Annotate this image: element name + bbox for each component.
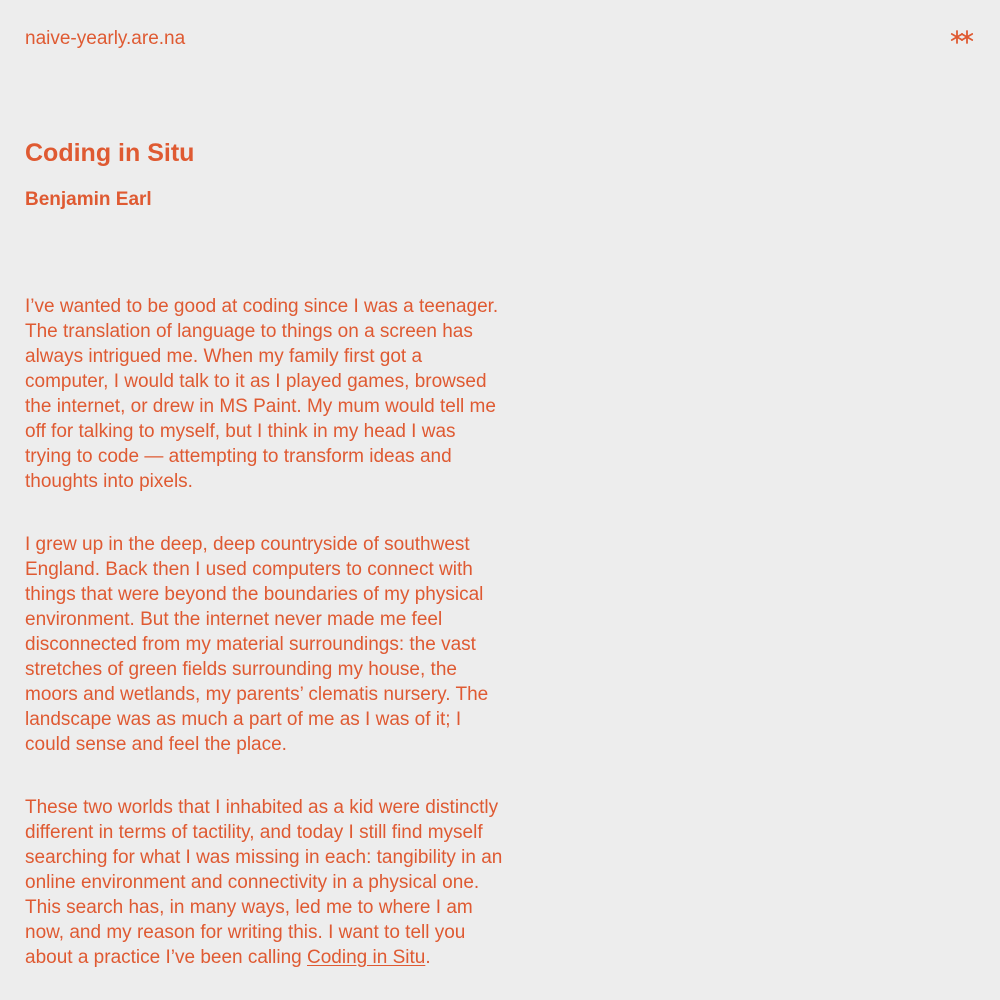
article-paragraph-3: [25, 795, 505, 970]
article-paragraph-2: I grew up in the deep, deep countryside of southwest England. Back then I used computers to connect with things that were beyond the boundaries of my physical environment. But the internet never made me feel disconnected from my material surroundings: the vast stretches of green fields surrounding my house, the moors and wetlands, my parents’ clematis nursery. The landscape was as much a part of me as I was of it; I could sense and feel the place.: [25, 534, 489, 755]
article: [25, 138, 505, 1000]
coding-in-situ-link[interactable]: Coding in Situ: [307, 947, 426, 968]
article-paragraph-1: I’ve wanted to be good at coding since I was a teenager. The translation of language to things on a screen has always intrigued me. When my family first got a computer, I would talk to it as I played games, browsed the internet, or drew in MS Paint. My mum would tell me off for talking to myself, but I think in my head I was trying to code — attempting to transform ideas and thoughts into pixels.: [25, 296, 499, 492]
site-title-link[interactable]: naive-yearly.are.na: [25, 28, 186, 49]
article-title: Coding in Situ: [25, 139, 195, 167]
double-asterisk-icon[interactable]: [948, 25, 978, 49]
article-body: [25, 294, 505, 970]
paragraph-3-end: .: [425, 947, 431, 968]
paragraph-3-text: These two worlds that I inhabited as a kid were distinctly different in terms of tactility, and today I still find myself searching for what I was missing in each: tangibility in an online environment and connectivity in a physical one. This search has, in many ways, led me to where I am now, and my reason for writing this. I want to tell you about a practice I’ve been calling: [25, 797, 503, 968]
article-author: Benjamin Earl: [25, 189, 152, 210]
